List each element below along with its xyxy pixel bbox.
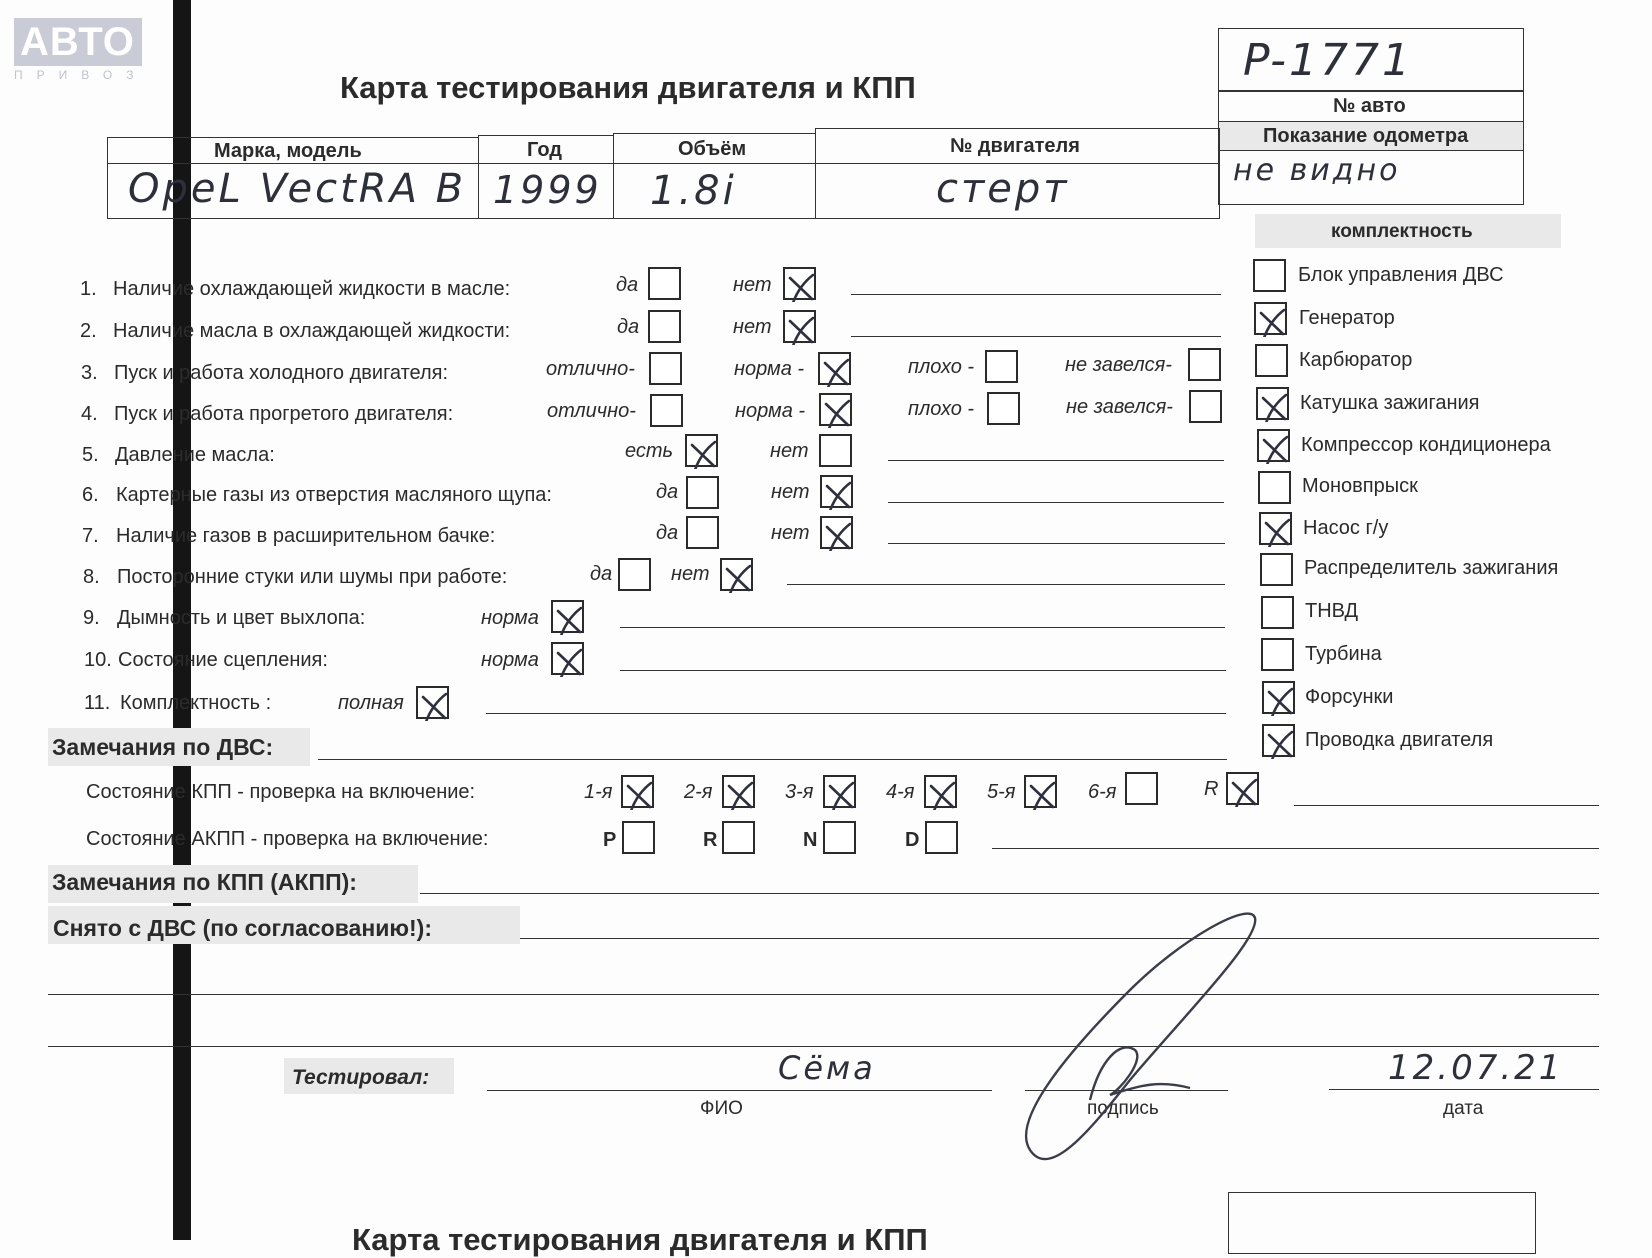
check-mark-icon [623,777,656,810]
item-label: Пуск и работа холодного двигателя: [114,362,449,384]
check-mark-icon [1026,777,1059,810]
checkbox[interactable] [987,392,1020,425]
item-label: Посторонние стуки или шумы при работе: [117,566,508,588]
year-label: Год [527,139,562,161]
model-value-cell [107,163,479,219]
check-mark-icon [418,688,451,721]
auto-number-box [1218,28,1524,92]
checkbox[interactable] [1262,724,1295,757]
completeness-label: Форсунки [1305,686,1394,708]
year-label-cell [478,135,614,164]
checkbox[interactable] [1254,302,1287,335]
checkbox[interactable] [1259,512,1292,545]
next-page-box [1228,1192,1536,1254]
item-number: 3. [81,362,98,384]
item-label: Пуск и работа прогретого двигателя: [114,403,454,425]
position-label: P [603,829,617,851]
check-mark-icon [553,644,586,677]
odometer-label-cell [1218,121,1524,151]
checkbox[interactable] [621,775,654,808]
check-mark-icon [1256,304,1289,337]
model-label: Марка, модель [214,140,362,162]
check-mark-icon [722,560,755,593]
notes-line [888,460,1224,461]
item-number: 7. [82,525,99,547]
checkbox[interactable] [622,821,655,854]
signature-scribble [1010,910,1270,1170]
checkbox[interactable] [818,352,851,385]
checkbox[interactable] [925,821,958,854]
checkbox[interactable] [823,821,856,854]
checkbox[interactable] [648,267,681,300]
option-label: нет [733,274,772,296]
checkbox[interactable] [1258,471,1291,504]
engine-no-label: № двигателя [950,135,1080,157]
checkbox[interactable] [1262,681,1295,714]
model-label-cell [107,137,479,164]
tested-label: Тестировал: [292,1066,430,1089]
engine-no-label-cell [815,128,1220,164]
year-value-cell [478,163,614,219]
checkbox[interactable] [722,821,755,854]
option-label: норма [481,607,539,629]
check-mark-icon [1264,683,1297,716]
item-label: Дымность и цвет выхлопа: [117,607,366,629]
volume-value: 1.8i [650,168,737,214]
option-label: нет [771,481,810,503]
checkbox[interactable] [1256,387,1289,420]
checkbox[interactable] [686,476,719,509]
gear-label: R [1204,778,1219,800]
check-mark-icon [1259,431,1292,464]
checkbox[interactable] [924,775,957,808]
item-label: Наличие охлаждающей жидкости в масле: [113,278,511,300]
notes-line [620,670,1226,671]
checkbox[interactable] [1260,553,1293,586]
auto-gearbox-label: Состояние АКПП - проверка на включение: [86,828,489,850]
position-label: N [803,829,818,851]
item-label: Комплектность : [120,692,272,714]
check-mark-icon [822,518,855,551]
option-label: отлично- [547,400,636,422]
odometer-value-cell [1218,150,1524,205]
option-label: норма [481,649,539,671]
volume-label-cell [613,133,816,164]
name-line [487,1090,992,1091]
checkbox[interactable] [1257,429,1290,462]
date-value: 12.07.21 [1388,1048,1564,1088]
checkbox[interactable] [1261,596,1294,629]
completeness-label: Блок управления ДВС [1298,264,1504,286]
checkbox[interactable] [985,350,1018,383]
item-label: Картерные газы из отверстия масляного щупа: [116,484,552,506]
volume-value-cell [613,163,816,219]
check-mark-icon [724,777,757,810]
check-mark-icon [553,602,586,635]
engine-no-value-cell [815,163,1220,219]
completeness-title: комплектность [1331,221,1473,242]
item-label: Давление масла: [115,444,275,466]
odometer-value: не видно [1233,153,1401,188]
completeness-label: Генератор [1299,307,1395,329]
checkbox[interactable] [823,775,856,808]
blank-line [48,1046,1599,1047]
option-label: да [590,563,613,585]
option-label: отлично- [546,358,635,380]
removed-label: Снято с ДВС (по согласованию!): [53,915,432,941]
checkbox[interactable] [1261,638,1294,671]
completeness-label: Проводка двигателя [1305,729,1494,751]
check-mark-icon [822,477,855,510]
check-mark-icon [821,395,854,428]
item-number: 1. [80,278,97,300]
checkbox[interactable] [819,434,852,467]
gear-label: 4-я [886,781,915,803]
checkbox[interactable] [551,642,584,675]
item-number: 8. [83,566,100,588]
checkbox[interactable] [1188,348,1221,381]
checkbox[interactable] [551,600,584,633]
option-label: да [656,522,679,544]
item-label: Состояние сцепления: [118,649,328,671]
engine-remarks-label: Замечания по ДВС: [52,734,274,760]
gear-label: 5-я [987,781,1016,803]
option-label: нет [771,522,810,544]
model-value: OpeL VectRA B [128,166,467,212]
option-label: нет [770,440,809,462]
option-label: да [616,274,639,296]
checkbox[interactable] [722,775,755,808]
gearbox-label: Состояние КПП - проверка на включение: [86,781,476,803]
option-label: есть [625,440,674,462]
completeness-label: Моновпрыск [1302,475,1418,497]
item-number: 11. [84,692,111,714]
checkbox[interactable] [1255,344,1288,377]
check-mark-icon [1258,389,1291,422]
item-label: Наличие газов в расширительном бачке: [116,525,496,547]
checkbox[interactable] [416,686,449,719]
notes-line [888,502,1224,503]
auto-number-label: № авто [1333,95,1406,117]
check-mark-icon [825,777,858,810]
option-label: полная [338,692,404,714]
check-mark-icon [687,436,720,469]
checkbox[interactable] [820,516,853,549]
option-label: да [617,316,640,338]
notes-line [620,627,1225,628]
notes-line [486,713,1226,714]
item-number: 5. [82,444,99,466]
auto-gearbox-notes-line [992,848,1599,849]
gear-label: 1-я [584,781,613,803]
gearbox-remarks-label: Замечания по КПП (АКПП): [52,869,357,895]
checkbox[interactable] [685,434,718,467]
option-label: нет [733,316,772,338]
checkbox[interactable] [686,516,719,549]
name-caption: ФИО [700,1098,743,1119]
notes-line [851,294,1221,295]
logo [14,18,148,82]
checkbox[interactable] [1189,390,1222,423]
checkbox[interactable] [783,267,816,300]
check-mark-icon [785,312,818,345]
auto-number-value: P-1771 [1243,35,1413,86]
option-label: нет [671,563,710,585]
completeness-label: Распределитель зажигания [1304,557,1559,579]
auto-number-label-cell [1218,90,1524,122]
odometer-label: Показание одометра [1263,125,1469,147]
gear-label: 3-я [785,781,814,803]
gear-label: 2-я [684,781,713,803]
option-label: да [656,481,679,503]
checkbox[interactable] [783,310,816,343]
item-number: 10. [84,649,112,671]
engine-no-value: стерт [936,166,1070,212]
logo-brand: АВТО [14,18,142,66]
date-line [1329,1089,1599,1090]
checkbox[interactable] [650,394,683,427]
tester-name: Сёма [778,1049,876,1087]
completeness-label: Насос г/у [1303,517,1389,539]
check-mark-icon [1261,514,1294,547]
notes-line [851,336,1221,337]
checkbox[interactable] [1226,772,1259,805]
checkbox[interactable] [819,393,852,426]
check-mark-icon [785,269,818,302]
checkbox[interactable] [1125,772,1158,805]
checkbox[interactable] [1253,259,1286,292]
gearbox-remarks-line [420,893,1599,894]
completeness-title-bg [1255,214,1561,248]
completeness-label: Турбина [1305,643,1382,665]
option-label: не завелся- [1065,354,1172,376]
check-mark-icon [1264,726,1297,759]
position-label: R [703,829,718,851]
item-label: Наличие масла в охлаждающей жидкости: [113,320,511,342]
item-number: 6. [82,484,99,506]
check-mark-icon [926,777,959,810]
checkbox[interactable] [720,558,753,591]
signature-caption: подпись [1087,1098,1159,1119]
gear-label: 6-я [1088,781,1117,803]
engine-remarks-line [318,759,1227,760]
completeness-label: ТНВД [1305,600,1359,622]
checkbox[interactable] [648,310,681,343]
checkbox[interactable] [820,475,853,508]
page-title: Карта тестирования двигателя и КПП [340,70,916,105]
option-label: плохо - [908,356,975,378]
completeness-label: Катушка зажигания [1300,392,1480,414]
checkbox[interactable] [649,352,682,385]
year-value: 1999 [493,168,602,212]
option-label: не завелся- [1066,396,1173,418]
item-number: 4. [81,403,98,425]
notes-line [888,543,1225,544]
position-label: D [905,829,920,851]
notes-line [787,584,1225,585]
date-caption: дата [1443,1098,1484,1119]
next-page-title: Карта тестирования двигателя и КПП [352,1222,928,1257]
option-label: норма - [735,400,806,422]
gearbox-notes-line [1294,805,1599,806]
option-label: плохо - [908,398,975,420]
completeness-label: Карбюратор [1299,349,1413,371]
logo-sub: ПРИВОЗ [14,68,148,82]
checkbox[interactable] [618,558,651,591]
gearbox-label-head [86,781,475,804]
check-mark-icon [820,354,853,387]
blank-line [48,994,1599,995]
item-number: 9. [83,607,100,629]
option-label: норма - [734,358,805,380]
check-mark-icon [1228,774,1261,807]
checkbox[interactable] [1024,775,1057,808]
completeness-label: Компрессор кондиционера [1301,434,1551,456]
item-number: 2. [80,320,97,342]
volume-label: Объём [678,138,747,160]
